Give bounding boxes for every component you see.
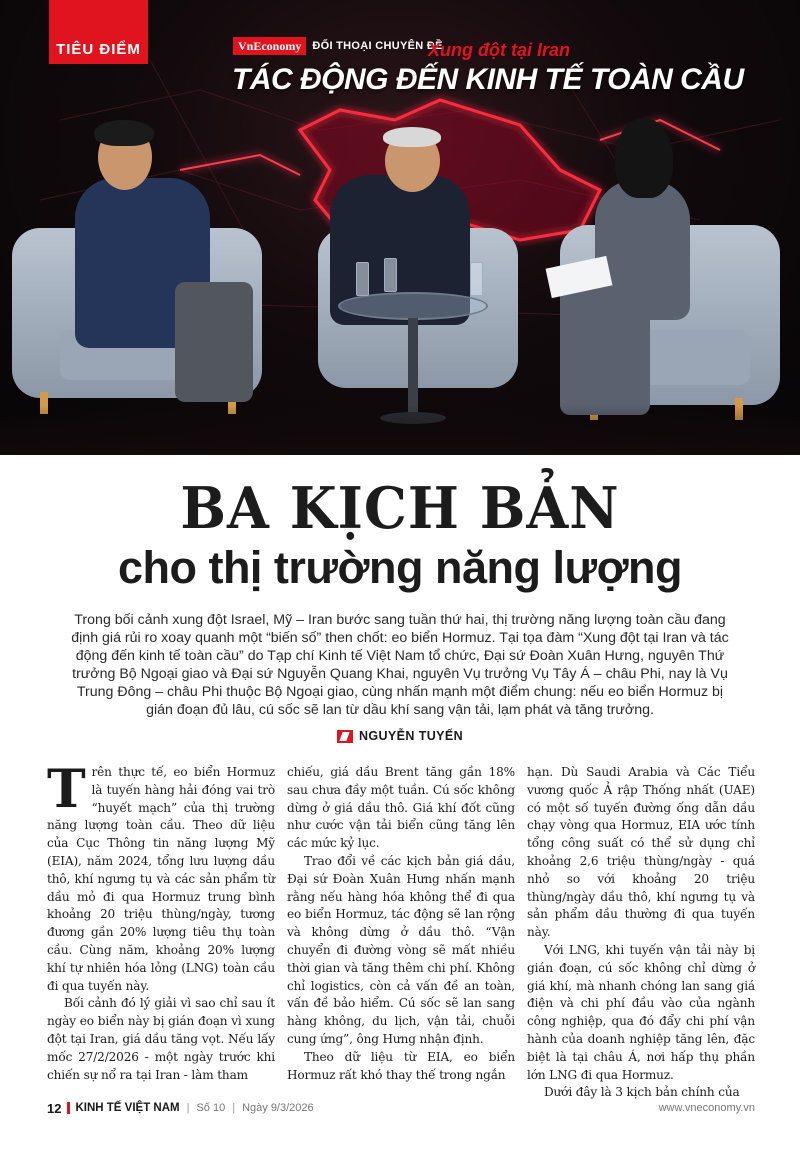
paragraph: Bối cảnh đó lý giải vì sao chỉ sau ít ngày eo biển này bị gián đoạn vì xung đột tại Iran, giá dầu tăng vọt. Nếu lấy mốc 27/2/2026 - một ngày trước khi chiến sự nổ ra tại Iran - làm tham (47, 996, 275, 1082)
website-link[interactable]: www.vneconomy.vn (658, 1102, 755, 1114)
paragraph: Theo dữ liệu từ EIA, eo biển Hormuz rất khó thay thế trong ngắn (287, 1049, 515, 1082)
column-1 (47, 759, 275, 1089)
event-subtitle: TÁC ĐỘNG ĐẾN KINH TẾ TOÀN CẦU (232, 63, 744, 96)
issue-date: Ngày 9/3/2026 (242, 1102, 314, 1114)
page-number: 12 (47, 1100, 62, 1116)
byline (0, 729, 800, 743)
paragraph: Trao đổi về các kịch bản giá dầu, Đại sứ Đoàn Xuân Hưng nhấn mạnh rằng nếu hàng hóa không thể đi qua eo biển Hormuz, tác động sẽ lan rộng và không dừng ở dầu thô. “Vận chuyển đi đường vòng sẽ mất nhiều thời gian và tăng thêm chi phí. Không chỉ logistics, còn cả vấn đề an toàn, vấn đề bảo hiểm. Cú sốc sẽ lan sang hàng không, du lịch, vận tải, chuỗi cung ứng”, ông Hưng nhận định. (287, 853, 515, 1046)
paragraph: hạn. Dù Saudi Arabia và Các Tiểu vương quốc Ả rập Thống nhất (UAE) có một số tuyến đường ống dẫn dầu chạy vòng qua Hormuz, EIA ước tính tổng công suất có thể sử dụng chỉ khoảng 2,6 triệu thùng/ngày - quá nhỏ so với khoảng 20 triệu thùng/ngày dầu thô, khí ngưng tụ và sản phẩm dầu thường đi qua tuyến này. (527, 765, 755, 940)
article-subheadline: cho thị trường năng lượng (117, 542, 683, 593)
brand-row (233, 37, 443, 55)
paragraph (47, 759, 275, 995)
paragraph-text: rên thực tế, eo biển Hormuz là tuyến hàng hải đóng vai trò “huyết mạch” của thị trường năng lượng toàn cầu. Theo dữ liệu của Cục Thông tin năng lượng Mỹ (EIA), năm 2024, tổng lưu lượng dầu thô, khí ngưng tụ và các sản phẩm từ dầu mỏ đi qua Hormuz trung bình khoảng 20 triệu thùng/ngày, tương đương gần 20% lượng tiêu thụ toàn cầu. Cùng năm, khoảng 20% lượng khí tự nhiên hóa lỏng (LNG) toàn cầu đi qua tuyến này. (47, 765, 275, 993)
accent-bar (67, 1102, 70, 1114)
hero-photo (0, 0, 800, 455)
pen-icon (337, 730, 353, 743)
section-tag: TIÊU ĐIỂM (49, 0, 148, 64)
page-footer: 12 KINH TẾ VIỆT NAM | Số 10 | Ngày 9/3/2026 www.vneconomy.vn (47, 1100, 755, 1116)
magazine-name: KINH TẾ VIỆT NAM (75, 1102, 180, 1114)
article-lead: Trong bối cảnh xung đột Israel, Mỹ – Iran bước sang tuần thứ hai, thị trường năng lượng toàn cầu đang định giá rủi ro xoay quanh một “biến số” then chốt: eo biển Hormuz. Tại tọa đàm “Xung đột tại Iran và tác động đến kinh tế toàn cầu” do Tạp chí Kinh tế Việt Nam tổ chức, Đại sứ Đoàn Xuân Hưng, nguyên Thứ trưởng Bộ Ngoại giao và Đại sứ Nguyễn Quang Khai, nguyên Vụ trưởng Vụ Tây Á – châu Phi, nay là Vụ Trung Đông – châu Phi thuộc Bộ Ngoại giao, cùng nhấn mạnh một điểm chung: nếu eo biển Hormuz bị gián đoạn đủ lâu, cú sốc sẽ lan từ dầu khí sang vận tải, lạm phát và tăng trưởng. (71, 612, 729, 718)
paragraph: Dưới đây là 3 kịch bản chính của (544, 1085, 740, 1100)
article-headline: BA KỊCH BẢN (180, 474, 620, 542)
author-name: NGUYỄN TUYẾN (358, 729, 464, 743)
column-3 (527, 764, 755, 1100)
article-body (47, 759, 755, 1100)
brand-logo: VnEconomy (233, 37, 306, 55)
paragraph: Với LNG, khi tuyến vận tải này bị gián đoạn, cú sốc không chỉ dừng ở giá khí, mà nhanh chóng lan sang giá điện và chi phí đầu vào của ngành công nghiệp, qua đó đẩy chi phí vận hành của doanh nghiệp tăng lên, đặc biệt là tại châu Á, nơi hấp thụ phần lớn LNG đi qua Hormuz. (527, 942, 755, 1082)
issue-number: Số 10 (196, 1102, 226, 1114)
brand-subtitle: ĐỐI THOẠI CHUYÊN ĐỀ (312, 40, 443, 52)
paragraph: chiếu, giá dầu Brent tăng gần 18% sau chưa đầy một tuần. Cú sốc không dừng ở giá dầu thô. Giá khí đốt cũng như cước vận tải biển cũng tăng lên các mức kỷ lục. (287, 765, 515, 851)
column-2 (287, 764, 515, 1089)
drop-cap: T (47, 759, 86, 820)
event-title: Xung đột tại Iran (428, 40, 570, 60)
